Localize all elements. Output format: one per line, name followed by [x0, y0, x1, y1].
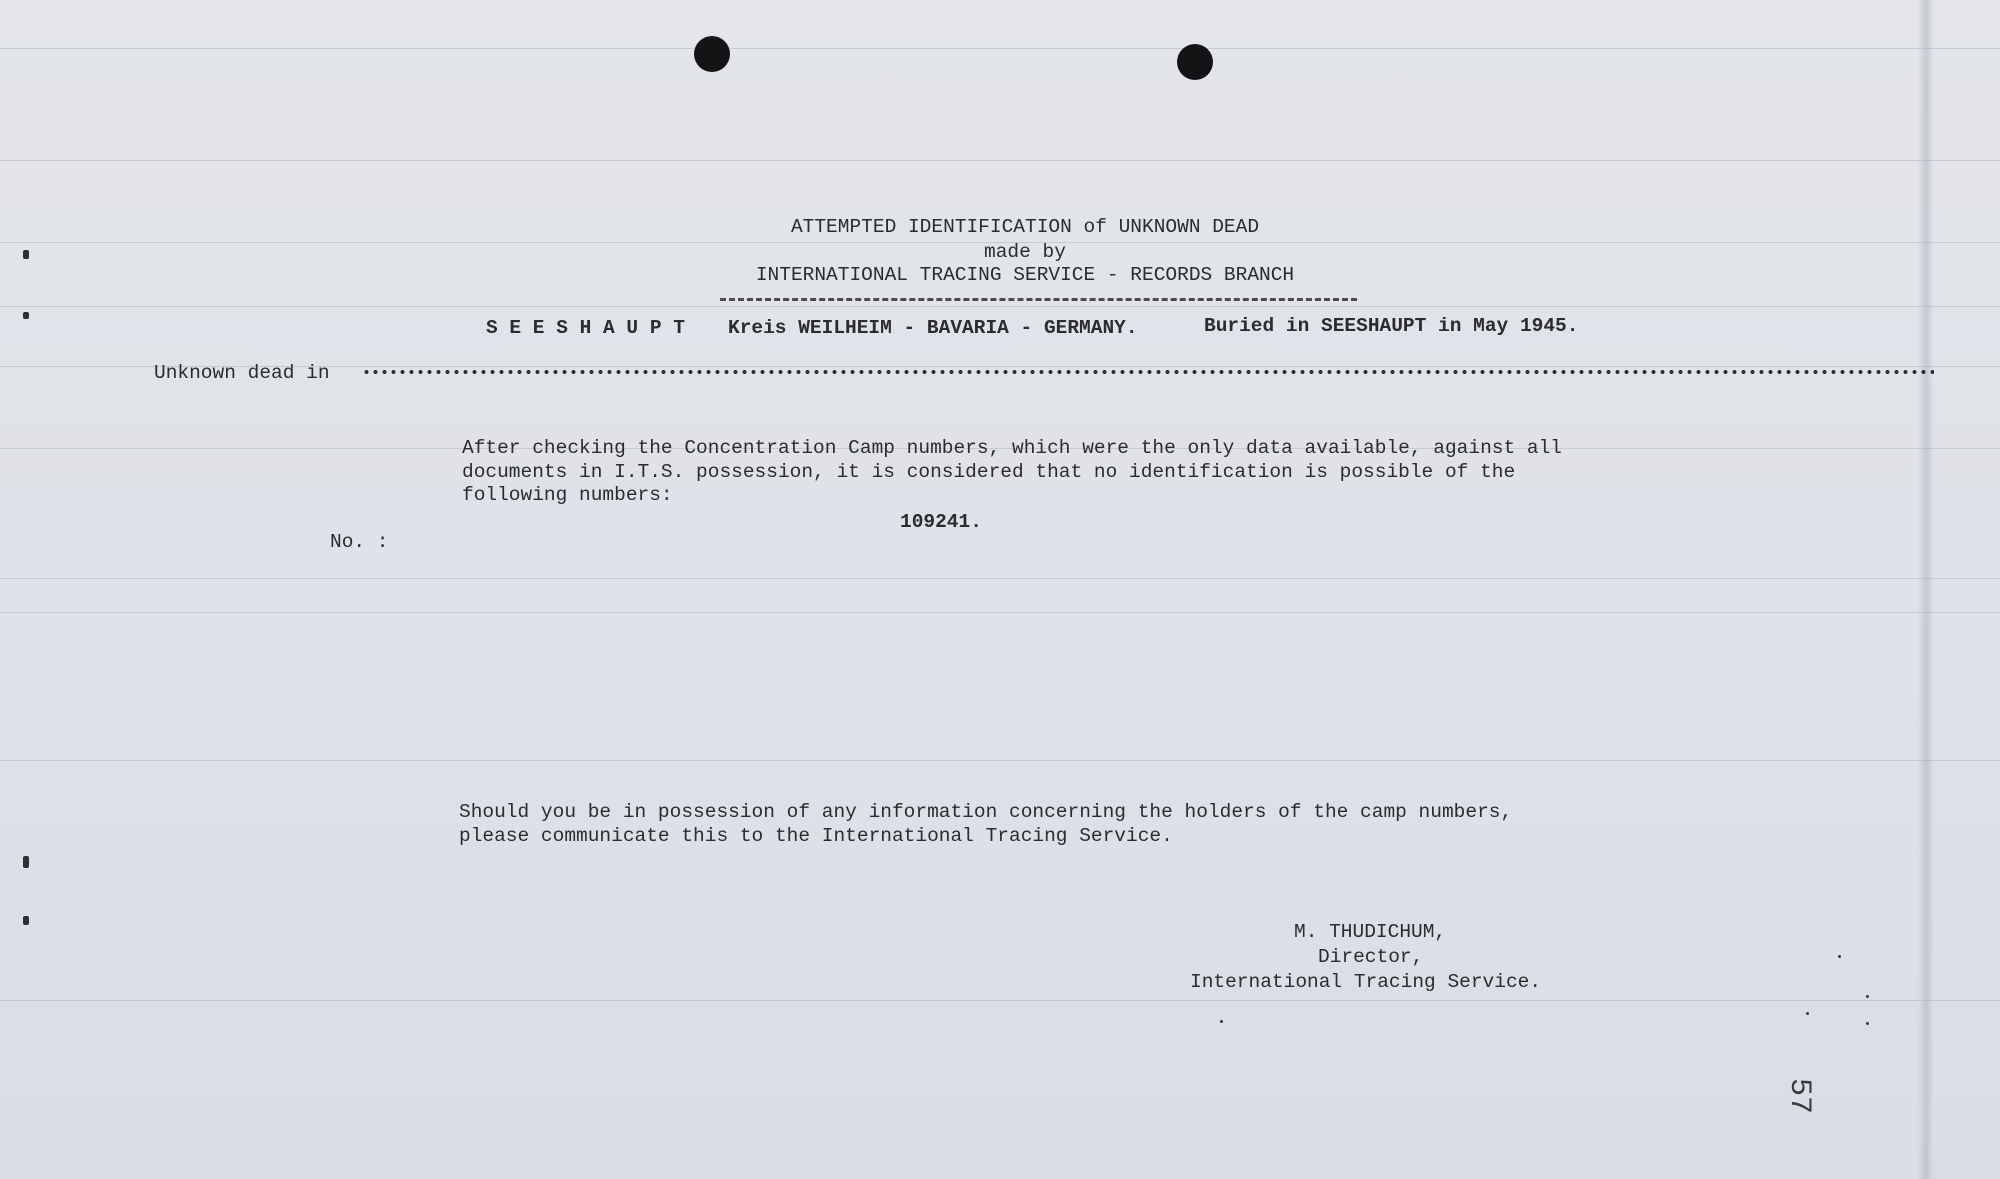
heading-line-1: ATTEMPTED IDENTIFICATION of UNKNOWN DEAD	[790, 216, 1260, 238]
punch-hole-right	[1177, 44, 1213, 80]
closing-line-1: Should you be in possession of any information concerning the holders of the camp numbers,	[459, 801, 1513, 823]
heading-line-2: made by	[984, 241, 1066, 263]
heading-line-3: INTERNATIONAL TRACING SERVICE - RECORDS BRANCH	[755, 264, 1295, 286]
location-burial: Buried in SEESHAUPT in May 1945.	[1204, 315, 1579, 337]
numbers-label: No. :	[330, 531, 389, 553]
margin-mark	[23, 312, 29, 319]
closing-line-2: please communicate this to the International Tracing Service.	[459, 825, 1173, 847]
signature-title: Director,	[1318, 946, 1424, 968]
paper-edge-shadow	[1918, 0, 1934, 1179]
punch-hole-left	[694, 36, 730, 72]
ink-speck	[1866, 995, 1869, 998]
signature-name: M. THUDICHUM,	[1294, 921, 1447, 943]
unknown-dead-label: Unknown dead in	[154, 362, 330, 384]
signature-org: International Tracing Service.	[1190, 971, 1542, 993]
camp-number: 109241.	[900, 511, 982, 533]
margin-mark	[23, 916, 29, 925]
ink-speck	[1866, 1022, 1869, 1025]
location-details: Kreis WEILHEIM - BAVARIA - GERMANY.	[728, 317, 1138, 339]
page-number: 57	[1782, 1078, 1816, 1115]
ruled-line	[0, 578, 2000, 579]
ruled-line	[0, 612, 2000, 613]
margin-mark	[23, 250, 29, 259]
ruled-line	[0, 760, 2000, 761]
dotted-fill-line	[362, 368, 1934, 376]
heading-separator	[720, 298, 1357, 301]
body-line-3: following numbers:	[462, 484, 673, 506]
ruled-line	[0, 160, 2000, 161]
ink-speck	[1806, 1012, 1809, 1015]
margin-mark	[23, 856, 29, 868]
location-place: S E E S H A U P T	[486, 317, 685, 339]
ink-speck	[1220, 1020, 1223, 1023]
ruled-line	[0, 306, 2000, 307]
ink-speck	[1838, 955, 1841, 958]
body-line-2: documents in I.T.S. possession, it is considered that no identification is possible of the	[462, 461, 1516, 483]
body-line-1: After checking the Concentration Camp numbers, which were the only data available, against all	[462, 437, 1562, 459]
ruled-line	[0, 48, 2000, 49]
ruled-line	[0, 1000, 2000, 1001]
